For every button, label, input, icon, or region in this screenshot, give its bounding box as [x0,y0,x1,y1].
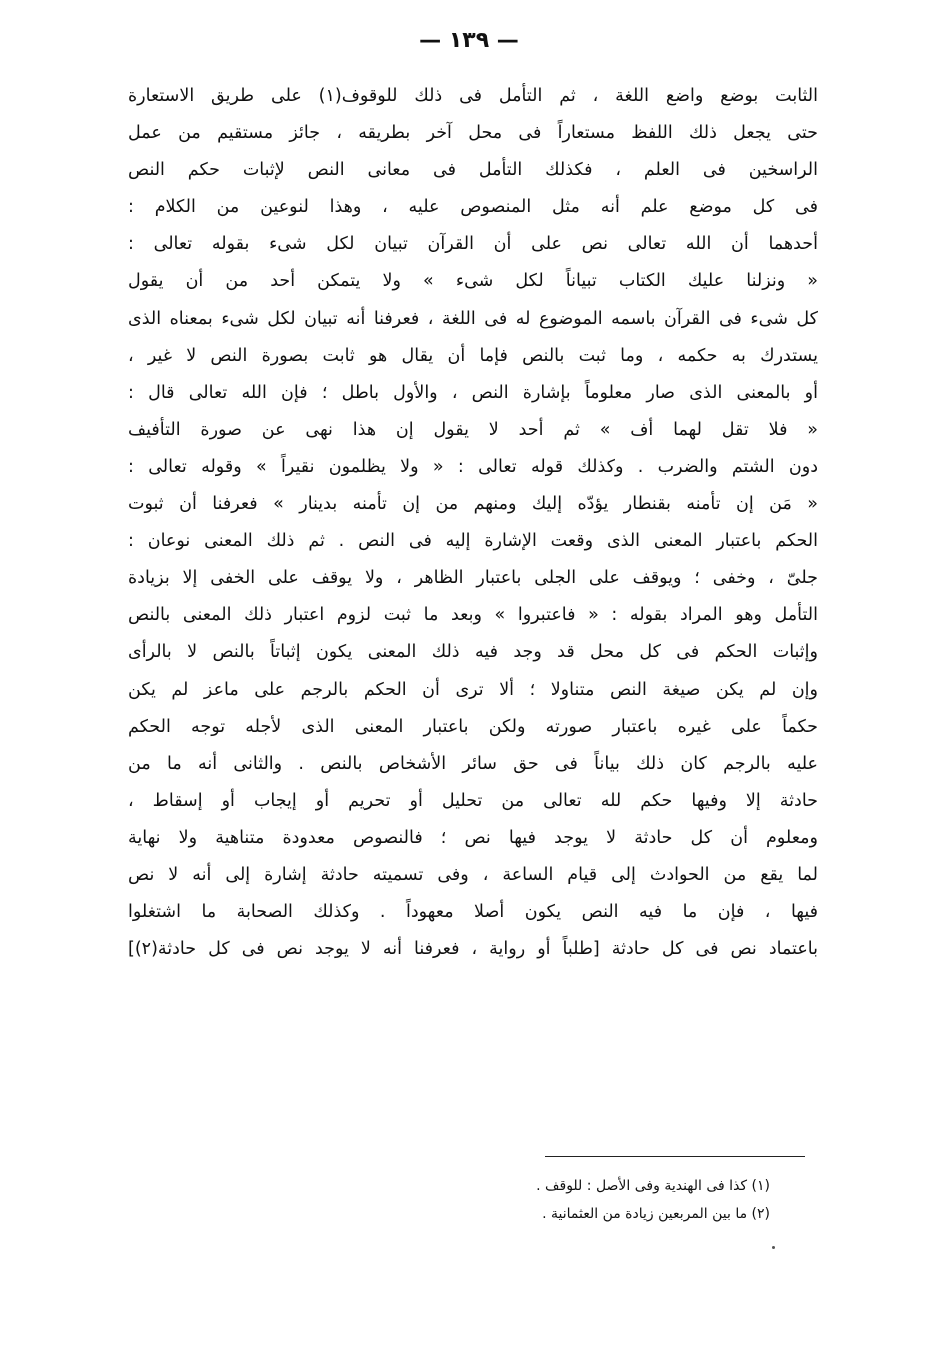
text-line: الراسخين فى العلم ، فكذلك التأمل فى معانى النص لإثبات حكم النص [128,160,818,181]
text-line: « فلا تقل لهما أف » ثم أحد لا يقول إن هذا نهى عن صورة التأفيف [128,419,818,440]
text-line: وإثبات الحكم فى كل محل قد وجد فيه ذلك المعنى يكون إثباتاً بالنص لا بالرأى [128,642,818,663]
footnote-1: (١) كذا فى الهندية وفى الأصل : للوقف . [536,1178,770,1194]
text-line: دون الشتم والضرب . وكذلك قوله تعالى : « ولا يظلمون نقيراً » وقوله تعالى : [128,456,818,477]
text-line: « ونزلنا عليك الكتاب تبياناً لكل شىء » ولا يتمكن أحد من أن يقول [128,271,818,292]
text-line: لما يقع من الحوادث إلى قيام الساعة ، وفى تسميته حادثة إشارة إلى أنه لا نص [128,864,818,885]
page-speck [772,1246,775,1249]
text-line: حكماً على غيره باعتبار صورته ولكن باعتبار المعنى الذى لأجله توجه الحكم [128,716,818,737]
text-line: « مَن إن تأمنه بقنطار يؤدّه إليك ومنهم من إن تأمنه بدينار » فعرفنا أن ثبوت [128,494,818,515]
text-line: التأمل وهو المراد بقوله : « فاعتبروا » وبعد ما ثبت لزوم اعتبار ذلك المعنى بالنص [128,605,818,626]
text-line: أو بالمعنى الذى صار معلوماً بإشارة النص ، والأول باطل ؛ فإن الله تعالى قال : [128,382,818,403]
text-line: جلىّ ، وخفى ؛ ويوقف على الجلى باعتبار الظاهر ، ولا يوقف على الخفى إلا بزيادة [128,568,818,589]
text-line: فيها ، فإن ما فيه النص يكون أصلا معهوداً . وكذلك الصحابة ما اشتغلوا [128,902,818,923]
text-line: أحدهما أن الله تعالى نص على أن القرآن تبيان لكل شىء بقوله تعالى : [128,234,818,255]
text-line: يستدرك به حكمه ، وما ثبت بالنص فإما أن يقال هو ثابت بصورة النص لا غير ، [128,345,818,366]
page-number: — ١٣٩ — [419,28,519,53]
footnotes [300,1172,770,1228]
text-line: الثابت بوضع واضع اللغة ، ثم التأمل فى ذلك للوقوف(١) على طريق الاستعارة [128,86,818,106]
text-line: كل شىء فى القرآن باسمه الموضوع له فى اللغة ، فعرفنا أنه تبيان لكل شىء بمعناه الذى [128,308,818,329]
footnote-divider [545,1156,805,1157]
body-text [128,78,818,968]
text-line: فى كل موضع علم أنه مثل المنصوص عليه ، وهذا لنوعين من الكلام : [128,197,818,218]
footnote-2: (٢) ما بين المربعين زيادة من العثمانية . [542,1206,770,1222]
text-line: ومعلوم أن كل حادثة لا يوجد فيها نص ؛ فالنصوص معدودة متناهية ولا نهاية [128,827,818,848]
text-line: باعتماد نص فى كل حادثة [طلباً أو رواية ، فعرفنا أنه لا يوجد نص فى كل حادثة(٢)] [128,939,818,960]
text-line: وإن لم يكن صيغة النص متناولا ؛ ألا ترى أن الحكم بالرجم على ماعز لم يكن [128,679,818,700]
text-line: حادثة إلا وفيها حكم لله تعالى من تحليل أو تحريم أو إيجاب أو إسقاط ، [128,790,818,811]
text-line: عليه بالرجم كان ذلك بياناً فى حق سائر الأشخاص بالنص . والثانى أنه ما من [128,753,818,774]
text-line: الحكم باعتبار المعنى الذى وقعت الإشارة إليه فى النص . ثم ذلك المعنى نوعان : [128,531,818,552]
text-line: حتى يجعل ذلك اللفظ مستعاراً فى محل آخر بطريقه ، جائز مستقيم من عمل [128,123,818,144]
